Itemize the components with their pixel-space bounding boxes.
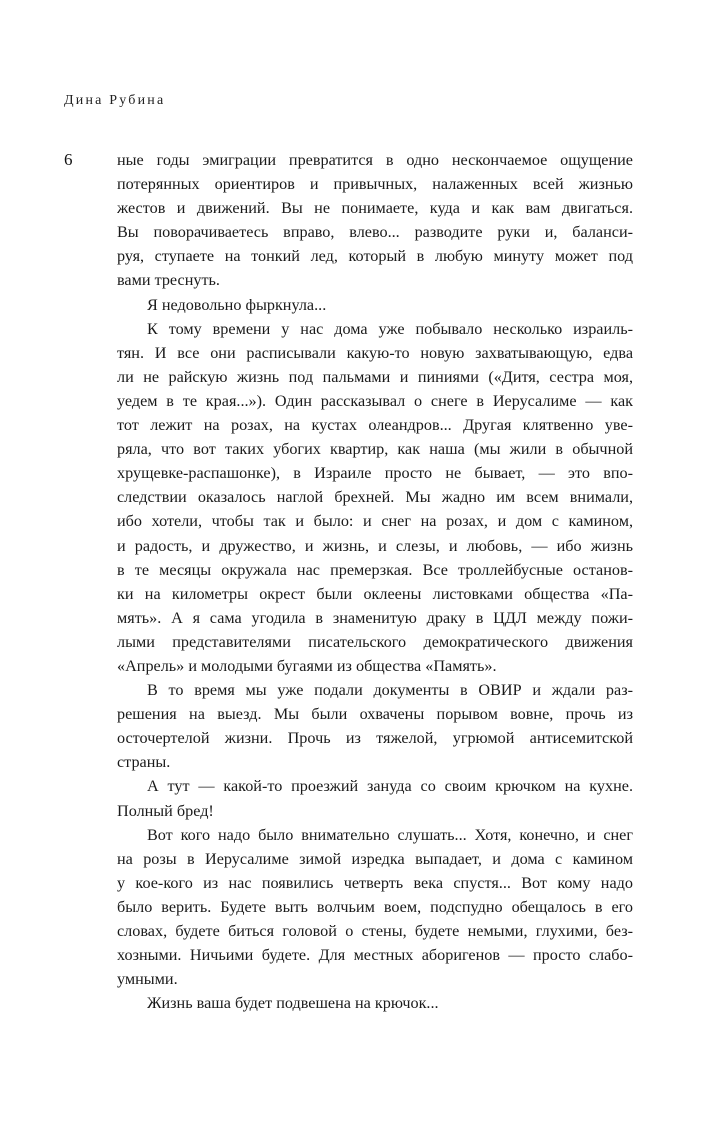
text-line: «Апрель» и молодыми бугаями из общества «Память». — [117, 656, 497, 675]
text-line: в те месяцы окружала нас премерзкая. Все троллейбусные останов- — [117, 560, 633, 579]
text-line: А тут — какой-то проезжий зануда со своим крючком на кухне. — [147, 777, 633, 796]
text-line: было верить. Будете выть волчьим воем, подспудно обещалось в его — [117, 897, 633, 916]
text-line: В то время мы уже подали документы в ОВИР и ждали раз- — [147, 681, 633, 700]
text-line: руя, ступаете на тонкий лед, который в любую минуту может под — [117, 247, 633, 266]
text-line: Полный бред! — [117, 801, 214, 820]
text-line: Вот кого надо было внимательно слушать... Хотя, конечно, и снег — [147, 825, 633, 844]
text-line: решения на выезд. Мы были охвачены порывом вовне, прочь из — [117, 705, 633, 724]
text-line: вами треснуть. — [117, 271, 220, 290]
text-line: тян. И все они расписывали какую-то новую захватывающую, едва — [117, 343, 633, 362]
text-line: тот лежит на розах, на кустах олеандров... Другая клятвенно уве- — [117, 416, 633, 435]
text-line: ные годы эмиграции превратится в одно нескончаемое ощущение — [117, 151, 633, 169]
text-line: уедем в те края...»). Один рассказывал о снеге в Иерусалиме — как — [117, 391, 633, 410]
text-line: и радость, и дружество, и жизнь, и слезы, и любовь, — ибо жизнь — [117, 536, 633, 555]
text-line: ки на километры окрест были оклеены листовками общества «Па- — [117, 584, 633, 603]
text-line: страны. — [117, 753, 171, 772]
text-line: у кое-кого из нас появились четверть века спустя... Вот кому надо — [117, 873, 633, 892]
text-line: Вы поворачиваетесь вправо, влево... разводите руки и, баланси- — [117, 223, 633, 242]
text-line: хозными. Ничьими будете. Для местных аборигенов — просто слабо- — [117, 946, 633, 965]
text-line: на розы в Иерусалиме зимой изредка выпадает, и дома с камином — [117, 849, 633, 868]
text-line: следствии оказалось наглой брехней. Мы жадно им всем внимали, — [117, 488, 633, 507]
body-text — [117, 148, 633, 1015]
text-line: мять». А я сама угодила в знаменитую драку в ЦДЛ между пожи- — [117, 608, 633, 627]
text-line: словах, будете биться головой о стены, будете немыми, глухими, без- — [117, 922, 633, 940]
text-line: ли не райскую жизнь под пальмами и пиниями («Дитя, сестра моя, — [117, 367, 633, 386]
text-line: ибо хотели, чтобы так и было: и снег на розах, и дом с камином, — [117, 512, 633, 531]
text-line: Я недовольно фыркнула... — [147, 295, 327, 314]
text-line: хрущевке-распашонке), в Израиле просто не бывает, — это впо- — [117, 464, 633, 483]
text-line: лыми представителями писательского демократического движения — [117, 632, 633, 651]
text-line: К тому времени у нас дома уже побывало несколько израиль- — [147, 319, 633, 338]
text-line: Жизнь ваша будет подвешена на крючок... — [147, 994, 439, 1013]
text-line: осточертелой жизни. Прочь из тяжелой, угрюмой антисемитской — [117, 729, 633, 748]
page-number: 6 — [64, 150, 73, 169]
text-line: жестов и движений. Вы не понимаете, куда и как вам двигаться. — [117, 199, 633, 218]
text-line: потерянных ориентиров и привычных, налаженных всей жизнью — [117, 175, 633, 194]
text-line: умными. — [117, 970, 178, 989]
text-line: ряла, что вот таких убогих квартир, как наша (мы жили в обычной — [117, 440, 633, 459]
running-head-author: Дина Рубина — [64, 93, 166, 108]
